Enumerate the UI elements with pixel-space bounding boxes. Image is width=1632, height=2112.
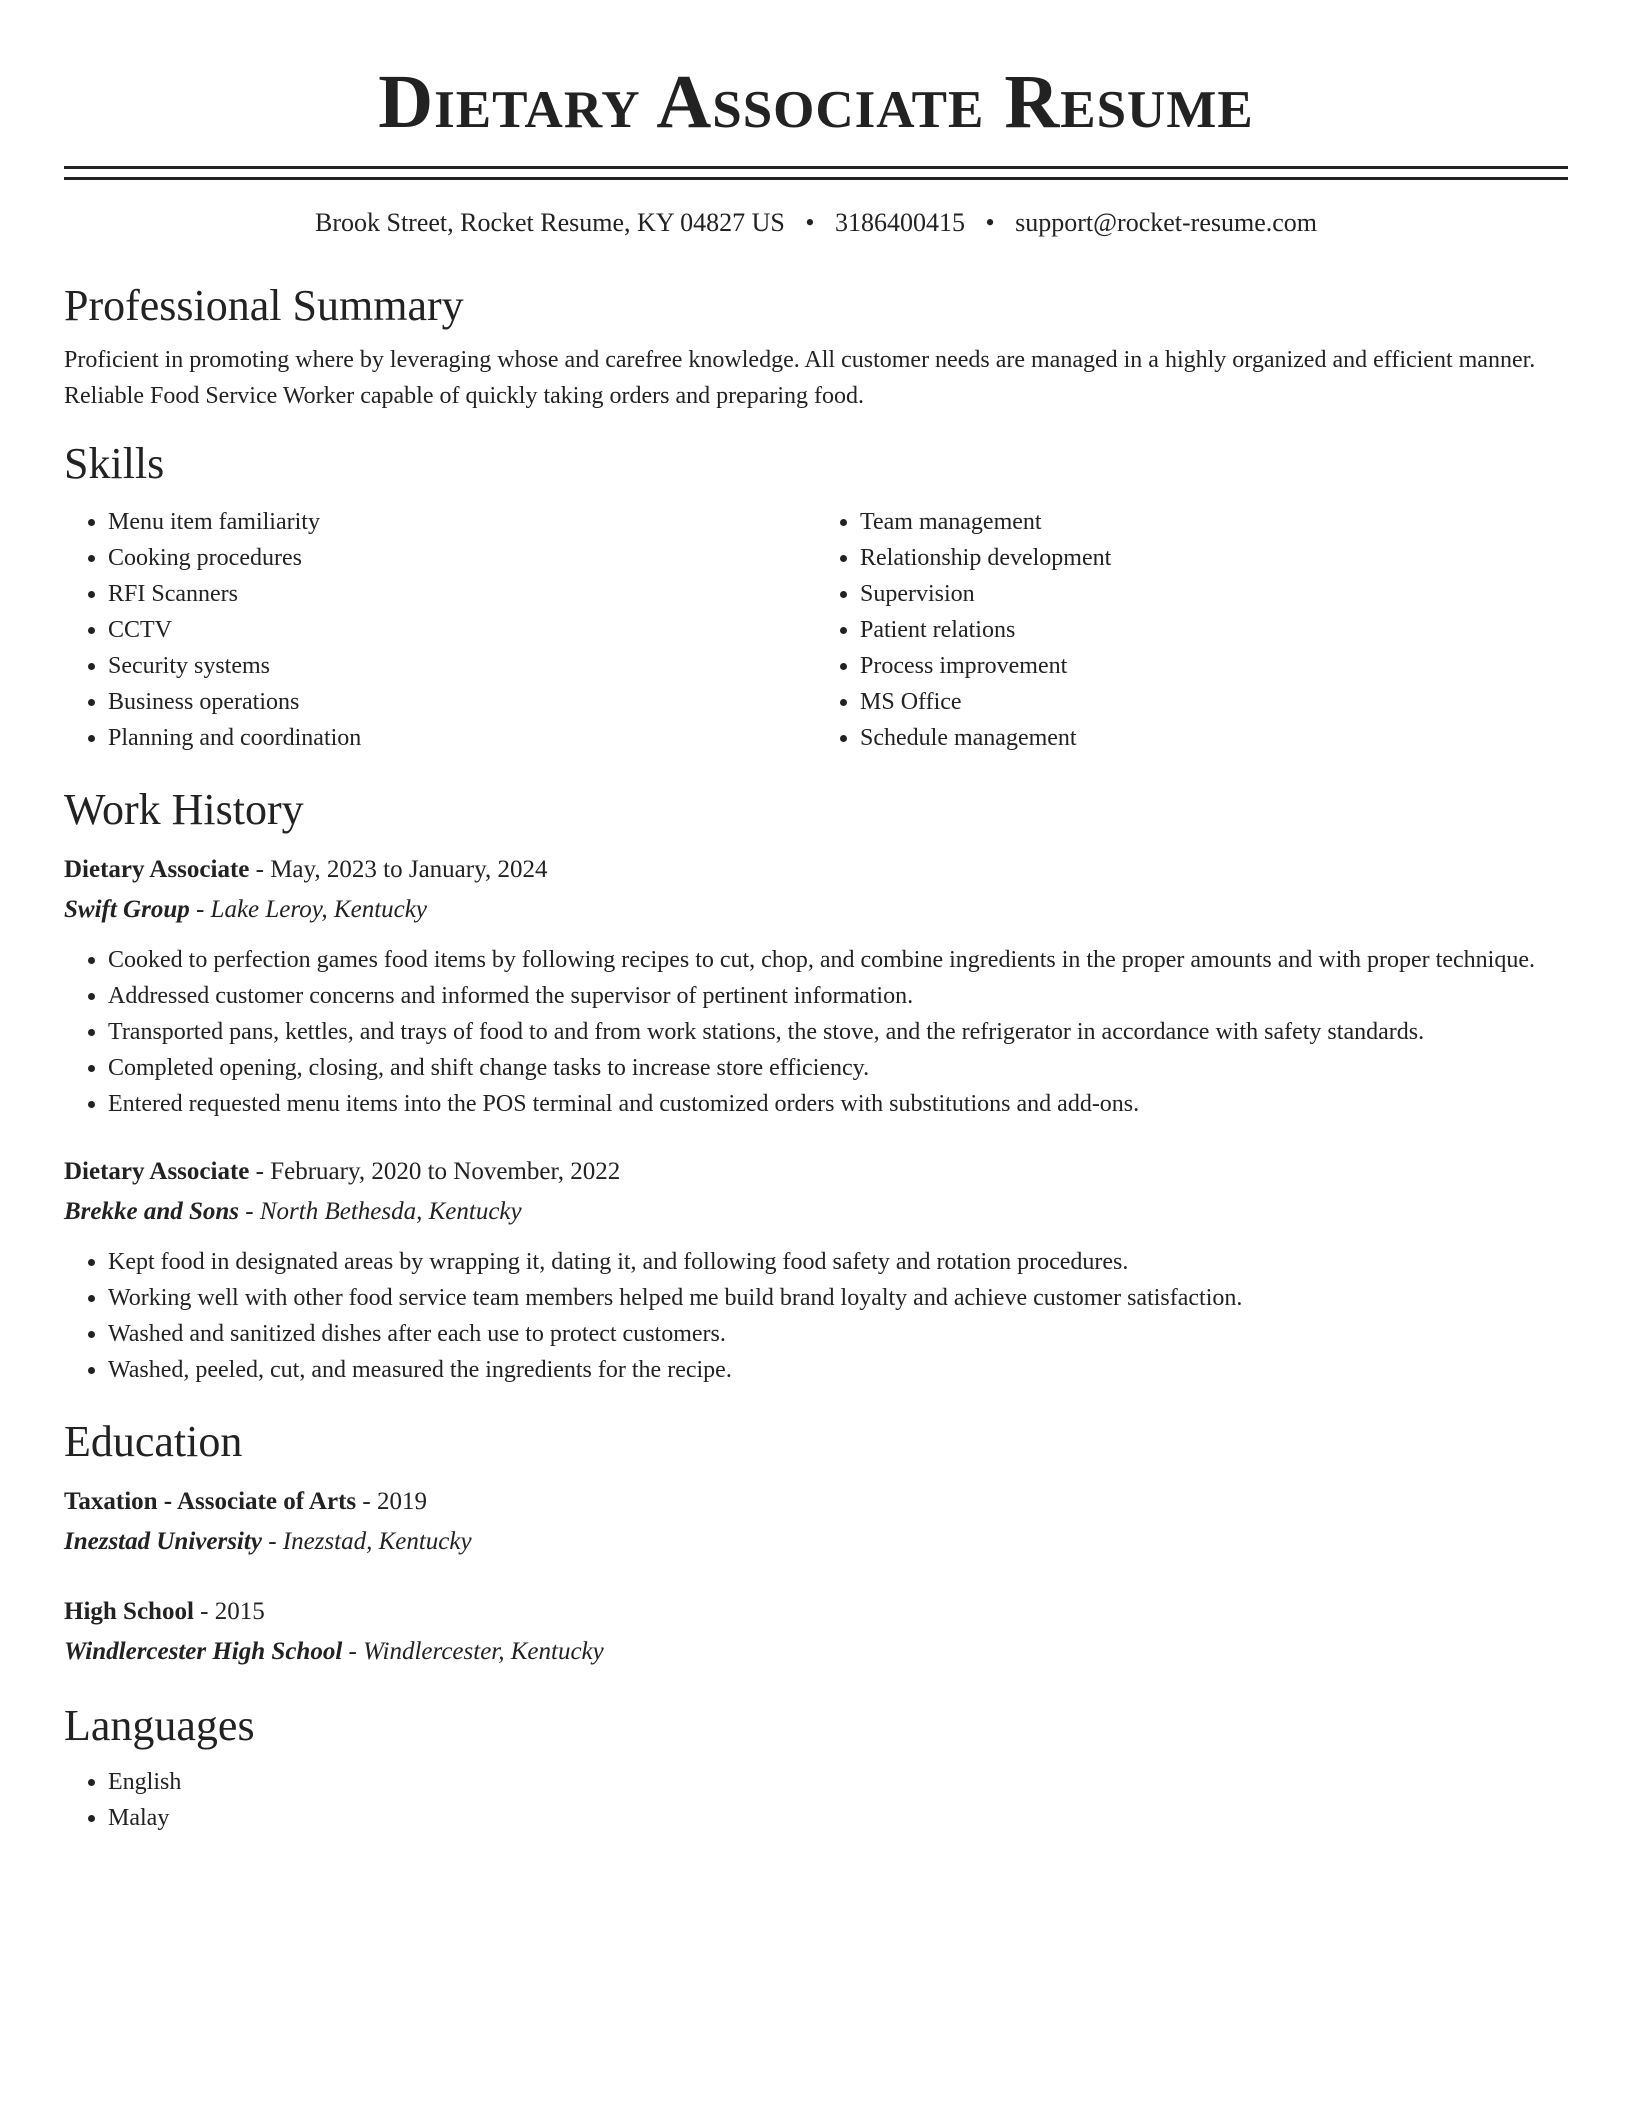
work-history-heading: Work History [64,785,304,834]
skill-item: • Process improvement [860,648,1568,684]
skill-item: • MS Office [860,684,1568,720]
job-company: Brekke and Sons [64,1198,240,1225]
job-bullet: • Entered requested menu items into the POS terminal and customized orders with substitutions and add-ons. [108,1086,1568,1122]
language-item: • Malay [108,1800,1568,1836]
job-location: - Lake Leroy, Kentucky [189,896,427,923]
languages-list [64,1764,1568,1836]
skill-item: • Business operations [108,684,816,720]
education-heading: Education [64,1417,243,1466]
education-school: Windlercester High School [64,1638,343,1665]
title-double-rule [64,166,1568,180]
education-entry [64,1482,1568,1562]
education-school-line [64,1522,1568,1562]
skill-item: • CCTV [108,612,816,648]
skills-columns [64,504,1568,756]
job-bullet: • Washed and sanitized dishes after each use to protect customers. [108,1316,1568,1352]
education-year: - 2019 [356,1488,427,1515]
job-company-line [64,890,1568,930]
job-title: Dietary Associate [64,1158,250,1185]
skills-right-list [816,504,1568,756]
page-title: Dietary Associate Resume [378,60,1254,144]
summary-section [64,280,1568,414]
education-degree: Taxation - Associate of Arts [64,1488,357,1515]
job-bullet: • Completed opening, closing, and shift change tasks to increase store efficiency. [108,1050,1568,1086]
skills-heading: Skills [64,439,165,488]
job-bullets [64,1244,1568,1388]
job-title-line [64,1152,1568,1192]
skill-item: • Supervision [860,576,1568,612]
skill-item: • Planning and coordination [108,720,816,756]
job-dates: - February, 2020 to November, 2022 [249,1158,621,1185]
job-dates: - May, 2023 to January, 2024 [249,856,548,883]
skills-section [64,438,1568,756]
job-bullet: • Kept food in designated areas by wrapping it, dating it, and following food safety and rotation procedures. [108,1244,1568,1280]
job-title: Dietary Associate [64,856,250,883]
education-degree: High School [64,1598,194,1625]
education-school: Inezstad University [64,1528,262,1555]
skill-item: • RFI Scanners [108,576,816,612]
education-degree-line [64,1592,1568,1632]
contact-line [64,206,1568,240]
education-location: - Inezstad, Kentucky [261,1528,472,1555]
contact-email: support@rocket-resume.com [1015,208,1318,237]
education-section [64,1416,1568,1672]
job-bullet: • Working well with other food service team members helped me build brand loyalty and achieve customer satisfaction. [108,1280,1568,1316]
skills-left-list [64,504,816,756]
job-title-line [64,850,1568,890]
skill-item: • Team management [860,504,1568,540]
summary-heading: Professional Summary [64,281,464,330]
contact-separator: • [985,208,995,237]
skill-item: • Menu item familiarity [108,504,816,540]
job-location: - North Bethesda, Kentucky [239,1198,522,1225]
job-bullet: • Washed, peeled, cut, and measured the ingredients for the recipe. [108,1352,1568,1388]
contact-separator: • [805,208,815,237]
contact-phone: 3186400415 [834,208,965,237]
job-bullet: • Transported pans, kettles, and trays of food to and from work stations, the stove, and the refrigerator in accordance with safety standards. [108,1014,1568,1050]
education-school-line [64,1632,1568,1672]
job-entry [64,1152,1568,1388]
job-bullet: • Cooked to perfection games food items by following recipes to cut, chop, and combine ingredients in the proper amounts and with proper technique. [108,942,1568,978]
summary-text: Proficient in promoting where by leveraging whose and carefree knowledge. All customer needs are managed in a highly organized and efficient manner. Reliable Food Service Worker capable of quickly taking orders and preparing food. [64,347,1536,409]
skill-item: • Patient relations [860,612,1568,648]
education-degree-line [64,1482,1568,1522]
job-company: Swift Group [64,896,190,923]
work-history-section [64,784,1568,1388]
language-item: • English [108,1764,1568,1800]
skill-item: • Cooking procedures [108,540,816,576]
contact-address: Brook Street, Rocket Resume, KY 04827 US [314,208,785,237]
skill-item: • Security systems [108,648,816,684]
education-location: - Windlercester, Kentucky [342,1638,604,1665]
job-entry [64,850,1568,1122]
languages-heading: Languages [64,1701,255,1750]
job-bullets [64,942,1568,1122]
education-entry [64,1592,1568,1672]
languages-section [64,1700,1568,1836]
job-company-line [64,1192,1568,1232]
job-bullet: • Addressed customer concerns and informed the supervisor of pertinent information. [108,978,1568,1014]
education-year: - 2015 [193,1598,265,1625]
skill-item: • Schedule management [860,720,1568,756]
skill-item: • Relationship development [860,540,1568,576]
